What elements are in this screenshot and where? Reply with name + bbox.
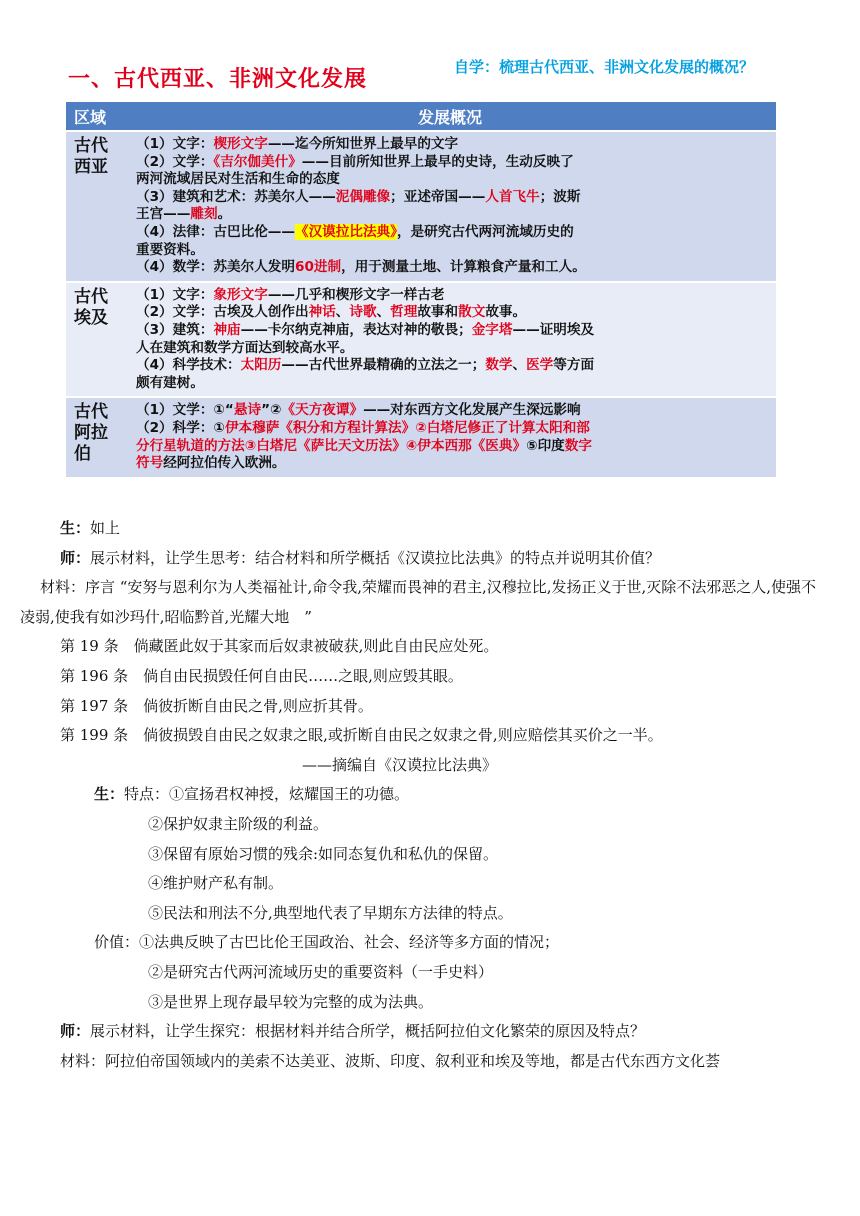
header-region: 区域: [74, 107, 107, 127]
overview-line: [136, 420, 770, 438]
overview-text: 、: [335, 304, 350, 321]
overview-text: ；亚述帝国——: [390, 188, 486, 205]
overview-text: ——迄今所知世界上最早的文字: [267, 136, 459, 152]
paragraph-text: ②是研究古代两河流域历史的重要资料（一手史料）: [148, 962, 494, 981]
key-term: 散文: [458, 304, 486, 321]
overview-text: 经阿拉伯传入欧洲。: [163, 455, 286, 472]
overview-line: [136, 455, 770, 473]
overview-line: [136, 206, 770, 224]
overview-text: 人在建筑和数学方面达到较高水平。: [136, 339, 354, 356]
overview-text: ——卡尔纳克神庙，表达对神的敬畏；: [240, 321, 472, 338]
region-label-line: 古代: [74, 136, 108, 156]
overview-text: 、: [376, 304, 391, 321]
speaker-label: 生：: [94, 785, 125, 804]
overview-text: ，用于测量土地、计算粮食产量和工人。: [341, 259, 586, 276]
prose-paragraph: [40, 1017, 830, 1047]
overview-text: 王宫——: [136, 206, 191, 223]
prose-paragraph: [40, 988, 830, 1018]
overview-line: [136, 304, 770, 322]
overview-text: （4）科学技术：: [136, 357, 241, 374]
overview-text: ；波斯: [539, 188, 581, 205]
overview-text: （2）文学：: [136, 153, 214, 170]
paragraph-text: 特点：①宣扬君权神授，炫耀国王的功德。: [124, 785, 410, 804]
paragraph-text: ②保护奴隶主阶级的利益。: [148, 814, 329, 833]
speaker-label: 师：: [60, 1022, 91, 1041]
overview-line: [136, 287, 770, 305]
paragraph-text: 展示材料，让学生思考：结合材料和所学概括《汉谟拉比法典》的特点并说明其价值？: [90, 548, 661, 567]
overview-text: （2）文学：古埃及人创作出: [136, 304, 309, 321]
paragraph-text: 第 199 条 倘彼损毁自由民之奴隶之眼,或折断自由民之奴隶之骨,则应赔偿其买价之一半。: [60, 726, 663, 745]
prose-paragraph: [40, 840, 830, 870]
overview-line: [136, 322, 770, 340]
overview-cell: [124, 398, 776, 476]
overview-text: （3）建筑：: [136, 321, 214, 338]
key-term: 哲理: [390, 304, 418, 321]
overview-text: ⑤印度: [526, 437, 565, 454]
overview-text: （2）科学：①: [136, 419, 225, 436]
prose-paragraph: [40, 810, 830, 840]
prose-paragraph: [40, 928, 830, 958]
prose-paragraph: [40, 780, 830, 810]
key-term: 《天方夜谭》: [281, 402, 364, 419]
paragraph-text: 价值：①法典反映了古巴比伦王国政治、社会、经济等多方面的情况；: [94, 933, 560, 952]
overview-line: [136, 242, 770, 260]
key-term: 诗歌: [349, 304, 377, 321]
key-term: 楔形文字: [213, 136, 268, 152]
prose-paragraph: [40, 958, 830, 988]
prose-paragraph: [40, 751, 830, 781]
slide-title: 一、古代西亚、非洲文化发展: [68, 67, 368, 92]
prose-paragraph: [40, 692, 830, 722]
table-row: [66, 283, 776, 399]
key-term: 人首飞牛: [485, 188, 540, 205]
overview-text: （3）建筑和艺术：苏美尔人——: [136, 188, 336, 205]
region-label-line: 古代: [74, 402, 108, 423]
overview-text: ——对东西方文化发展产生深远影响: [363, 402, 581, 419]
overview-line: [136, 375, 770, 393]
key-term: 雕刻: [190, 206, 218, 223]
overview-text: ——古代世界最精确的立法之一；: [281, 357, 486, 374]
paragraph-text: 材料：阿拉伯帝国领域内的美索不达美亚、波斯、印度、叙利亚和埃及等地，都是古代东西方文化荟: [60, 1051, 721, 1070]
overview-text: （4）法律：古巴比伦——: [136, 223, 295, 240]
paragraph-text: ⑤民法和刑法不分,典型地代表了早期东方法律的特点。: [148, 903, 513, 922]
prose-paragraph: [40, 662, 830, 692]
overview-text: 故事。: [485, 304, 527, 321]
lesson-prose: [20, 514, 830, 1076]
overview-cell: [124, 132, 776, 281]
slide-self-study-note: 自学：梳理古代西亚、非洲文化发展的概况？: [454, 58, 755, 76]
prose-paragraph: [40, 632, 830, 662]
paragraph-text: 第 197 条 倘彼折断自由民之骨,则应折其骨。: [60, 696, 373, 715]
overview-line: [136, 402, 770, 420]
overview-text: ——证明埃及: [512, 321, 595, 338]
overview-text: ”②: [261, 402, 282, 419]
paragraph-text: ③是世界上现存最早较为完整的成为法典。: [148, 992, 434, 1011]
key-term: 神话: [308, 304, 336, 321]
paragraph-text: 第 196 条 倘自由民损毁任何自由民……之眼,则应毁其眼。: [60, 666, 463, 685]
overview-line: [136, 136, 770, 154]
table-header: [66, 102, 776, 132]
header-overview: 发展概况: [417, 107, 482, 127]
region-label-line: 埃及: [74, 307, 108, 328]
overview-line: [136, 259, 770, 277]
key-term: 象形文字: [213, 286, 268, 303]
lesson-slide-image: [56, 52, 786, 507]
overview-line: [136, 438, 770, 456]
overview-text: （4）数学：苏美尔人发明: [136, 259, 295, 276]
overview-text: ——几乎和楔形文字一样古老: [267, 286, 445, 303]
prose-paragraph: [40, 514, 830, 544]
overview-text: 故事和: [417, 304, 459, 321]
highlighted-term: 《汉谟拉比法典》: [295, 223, 397, 240]
table-row: [66, 132, 776, 283]
overview-line: [136, 224, 770, 242]
speaker-label: 师：: [60, 548, 91, 567]
paragraph-text: ——摘编自《汉谟拉比法典》: [302, 755, 498, 774]
region-cell: [66, 283, 124, 397]
table-row: [66, 398, 776, 478]
key-term: 符号: [136, 455, 164, 472]
key-term: 悬诗: [233, 402, 262, 419]
region-cell: [66, 132, 124, 281]
overview-cell: [124, 283, 776, 397]
overview-line: [136, 189, 770, 207]
overview-line: [136, 357, 770, 375]
key-term: 泥偶雕像: [335, 188, 391, 205]
region-cell: [66, 398, 124, 476]
paragraph-text: 材料：序言 “安努与恩利尔为人类福祉计,命令我,荣耀而畏神的君主,汉穆拉比,发扬正义于世,灭除不法邪恶之人,使强不凌弱,使我有如沙玛什,昭临黔首,光耀大地 ”: [20, 578, 817, 626]
overview-line: [136, 171, 770, 189]
paragraph-text: ③保留有原始习惯的残余:如同态复仇和私仇的保留。: [148, 844, 499, 863]
prose-paragraph: [40, 869, 830, 899]
overview-text: 两河流域居民对生活和生命的态度: [136, 171, 340, 188]
speaker-label: 生：: [60, 519, 91, 537]
key-term: 60进制: [295, 259, 342, 276]
key-term: 医学: [526, 357, 554, 374]
overview-line: [136, 340, 770, 358]
key-term: 太阳历: [240, 357, 282, 374]
paragraph-text: ④维护财产私有制。: [148, 874, 284, 893]
region-label-line: 阿拉: [74, 423, 108, 444]
overview-text: 颇有建树。: [136, 374, 204, 391]
overview-text: （1）文学：①“: [136, 402, 234, 419]
overview-text: 等方面: [553, 357, 595, 374]
overview-text: 。: [217, 206, 232, 223]
key-term: 分行星轨道的方法③白塔尼《萨比天文历法》④伊本西那《医典》: [136, 437, 527, 454]
paragraph-text: 如上: [90, 519, 121, 537]
key-term: 数学: [485, 357, 513, 374]
overview-text: （1）文字：: [136, 286, 214, 303]
region-label-line: 伯: [74, 444, 91, 465]
prose-paragraph: [40, 1047, 830, 1077]
key-term: 金字塔: [471, 321, 513, 338]
key-term: 神庙: [213, 321, 241, 338]
prose-paragraph: [40, 544, 830, 574]
overview-line: [136, 154, 770, 172]
key-term: 《吉尔伽美什》: [213, 153, 302, 170]
paragraph-text: 第 19 条 倘藏匿此奴于其家而后奴隶被破获,则此自由民应处死。: [60, 637, 499, 656]
overview-text: ——目前所知世界上最早的史诗，生动反映了: [301, 153, 574, 170]
culture-overview-table: [66, 102, 776, 479]
overview-text: 重要资料。: [136, 241, 204, 258]
prose-paragraph: [20, 573, 830, 632]
prose-paragraph: [40, 899, 830, 929]
paragraph-text: 展示材料，让学生探究：根据材料并结合所学，概括阿拉伯文化繁荣的原因及特点？: [90, 1022, 646, 1041]
key-term: 数字: [564, 437, 592, 454]
overview-text: （1）文字：: [136, 136, 214, 152]
prose-paragraph: [40, 721, 830, 751]
region-label-line: 古代: [74, 286, 108, 307]
region-label-line: 西亚: [74, 157, 108, 177]
overview-text: 、: [512, 357, 527, 374]
overview-text: ，是研究古代两河流域历史的: [396, 223, 574, 240]
key-term: 伊本穆萨《积分和方程计算法》②白塔尼修正了计算太阳和部: [224, 419, 590, 436]
